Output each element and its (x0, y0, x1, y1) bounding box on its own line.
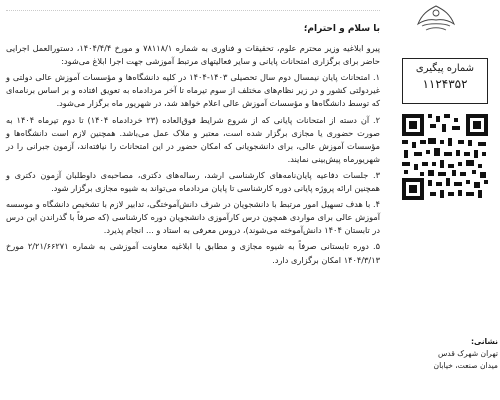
top-cut-line (6, 10, 380, 15)
address-line-1: تهران شهرک قدس (437, 349, 498, 358)
tracking-box (402, 58, 488, 104)
letter-item-2: ۲. آن دسته از امتحانات پایانی که از شروع شرایط فوق‌العاده (۲۳ خردادماه ۱۴۰۴) تا دوم تیرماه ۱۴۰۴ به صورت حضوری یا مجازی برگزار شده است، معتبر و ملاک عمل می‌باشد. همچنین لازم است دانشگاه‌ها و مؤسسات آموزش عالی، برای دانشجویانی که امکان حضور در این امتحانات را نیافته‌اند، آزمون جبرانی را در شهریورماه پیش‌بینی نمایند. (6, 114, 380, 164)
letter-item-3: ۳. جلسات دفاعیه پایان‌نامه‌های کارشناسی ارشد، رساله‌های دکتری، مصاحبه‌ی داوطلبان آزمون دکتری و همچنین ارائه پروژه پایانی دوره کارشناسی تا پایان مردادماه می‌تواند به شیوه مجازی برگزار شود. (6, 169, 380, 194)
letter-item-1: ۱. امتحانات پایان نیمسال دوم سال تحصیلی ۱۴۰۳-۱۴۰۴ در کلیه دانشگاه‌ها و مؤسسات آموزش عالی دولتی و غیردولتی کشور و در زیر نظام‌های مختلف از سوم تیرماه تا آخر مردادماه به تعویق افتاده و بر اساس برنامه‌ای که توسط دانشگاه‌ها و مؤسسات آموزش عالی اعلام خواهد شد، در شهریور ماه برگزار می‌شود. (6, 72, 380, 109)
qr-code-icon (400, 112, 490, 202)
ministry-emblem-icon (414, 4, 458, 32)
tracking-label: شماره پیگیری (415, 63, 475, 74)
letter-item-4: ۴. با هدف تسهیل امور مرتبط با دانشجویان در شرف دانش‌آموختگی، تدابیر لازم با تشخیص دانشگاه و موسسه آموزش عالی برای مواردی همچون درس کارآموزی دانشجویان دوره کارشناسی (که صرفاً با گذراندن این درس در تابستان ۱۴۰۴ دانش‌آموخته می‌شوند)، دروس معرفی به استاد و ... انجام پذیرد. (6, 199, 380, 236)
letter-item-5: ۵. دوره تابستانی صرفاً به شیوه مجازی و مطابق با ابلاغیه معاونت آموزشی به شماره ۲/۲۱/۶۶۲۷۱ مورخ ۱۴۰۴/۳/۱۳ امکان برگزاری دارد. (6, 241, 380, 265)
tracking-number: ۱۱۲۴۳۵۲ (422, 77, 468, 91)
letter-greeting: با سلام و احترام؛ (303, 24, 380, 34)
letter-intro: پیرو ابلاغیه وزیر محترم علوم، تحقیقات و فناوری به شماره ۷۸۱۱۸/۱ و مورخ ۱۴۰۴/۴/۴، دستورالعمل اجرایی حاضر برای برگزاری امتحانات پایانی و سایر فعالیتهای مرتبط آموزشی جهت اجرا ابلاغ می‌شود: (6, 43, 380, 67)
address-block (388, 336, 498, 372)
address-line-2: میدان صنعت، خیابان (433, 361, 498, 370)
letter-sidebar (386, 0, 500, 400)
address-label: نشانی: (470, 337, 498, 346)
letter-body (6, 10, 380, 400)
